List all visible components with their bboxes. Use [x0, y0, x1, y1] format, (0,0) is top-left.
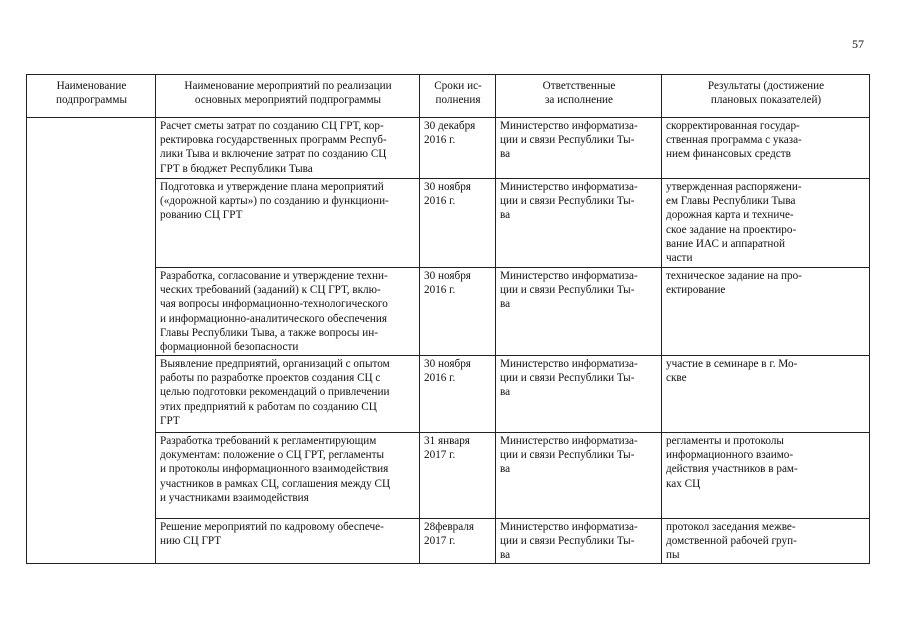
header-deadline: Сроки ис- полнения [420, 75, 496, 118]
cell-result: техническое задание на про- ектирование [662, 268, 870, 356]
cell-subprogram [27, 118, 156, 564]
cell-responsible: Министерство информатиза- ции и связи Республики Ты- ва [496, 356, 662, 433]
cell-result: регламенты и протоколы информационного взаимо- действия участников в рам- ках СЦ [662, 433, 870, 519]
cell-result: утвержденная распоряжени- ем Главы Республики Тыва дорожная карта и техниче- ское задание на проектиро- вание ИАС и аппаратной части [662, 179, 870, 268]
table-row [27, 118, 870, 179]
cell-responsible: Министерство информатиза- ции и связи Республики Ты- ва [496, 519, 662, 564]
cell-activity: Разработка, согласование и утверждение техни- ческих требований (заданий) к СЦ ГРТ, вклю- чая вопросы информационно-технологического и информационно-аналитического обеспечения Главы Республики Тыва, а также вопросы ин- формационной безопасности [156, 268, 420, 356]
cell-result: участие в семинаре в г. Мо- скве [662, 356, 870, 433]
cell-activity: Подготовка и утверждение плана мероприятий («дорожной карты») по созданию и функциони- рованию СЦ ГРТ [156, 179, 420, 268]
activities-table [26, 74, 870, 564]
cell-deadline: 31 января 2017 г. [420, 433, 496, 519]
cell-deadline: 30 ноября 2016 г. [420, 356, 496, 433]
cell-activity: Разработка требований к регламентирующим документам: положение о СЦ ГРТ, регламенты и протоколы информационного взаимодействия участников в рамках СЦ, соглашения между СЦ и участниками взаимодействия [156, 433, 420, 519]
table-header-row [27, 75, 870, 118]
header-responsible: Ответственные за исполнение [496, 75, 662, 118]
cell-responsible: Министерство информатиза- ции и связи Республики Ты- ва [496, 268, 662, 356]
header-subprogram: Наименование подпрограммы [27, 75, 156, 118]
header-results: Результаты (достижение плановых показателей) [662, 75, 870, 118]
cell-activity: Расчет сметы затрат по созданию СЦ ГРТ, кор- ректировка государственных программ Респуб- лики Тыва и включение затрат по созданию СЦ ГРТ в бюджет Республики Тыва [156, 118, 420, 179]
cell-activity: Выявление предприятий, организаций с опытом работы по разработке проектов создания СЦ с целью подготовки рекомендаций о привлечении этих предприятий к работам по созданию СЦ ГРТ [156, 356, 420, 433]
cell-responsible: Министерство информатиза- ции и связи Республики Ты- ва [496, 433, 662, 519]
cell-deadline: 28февраля 2017 г. [420, 519, 496, 564]
page-number: 57 [852, 37, 864, 51]
cell-activity: Решение мероприятий по кадровому обеспече- нию СЦ ГРТ [156, 519, 420, 564]
cell-deadline: 30 ноября 2016 г. [420, 268, 496, 356]
cell-deadline: 30 декабря 2016 г. [420, 118, 496, 179]
cell-result: протокол заседания межве- домственной рабочей груп- пы [662, 519, 870, 564]
header-activities: Наименование мероприятий по реализации основных мероприятий подпрограммы [156, 75, 420, 118]
cell-result: скорректированная государ- ственная программа с указа- нием финансовых средств [662, 118, 870, 179]
cell-deadline: 30 ноября 2016 г. [420, 179, 496, 268]
cell-responsible: Министерство информатиза- ции и связи Республики Ты- ва [496, 118, 662, 179]
cell-responsible: Министерство информатиза- ции и связи Республики Ты- ва [496, 179, 662, 268]
